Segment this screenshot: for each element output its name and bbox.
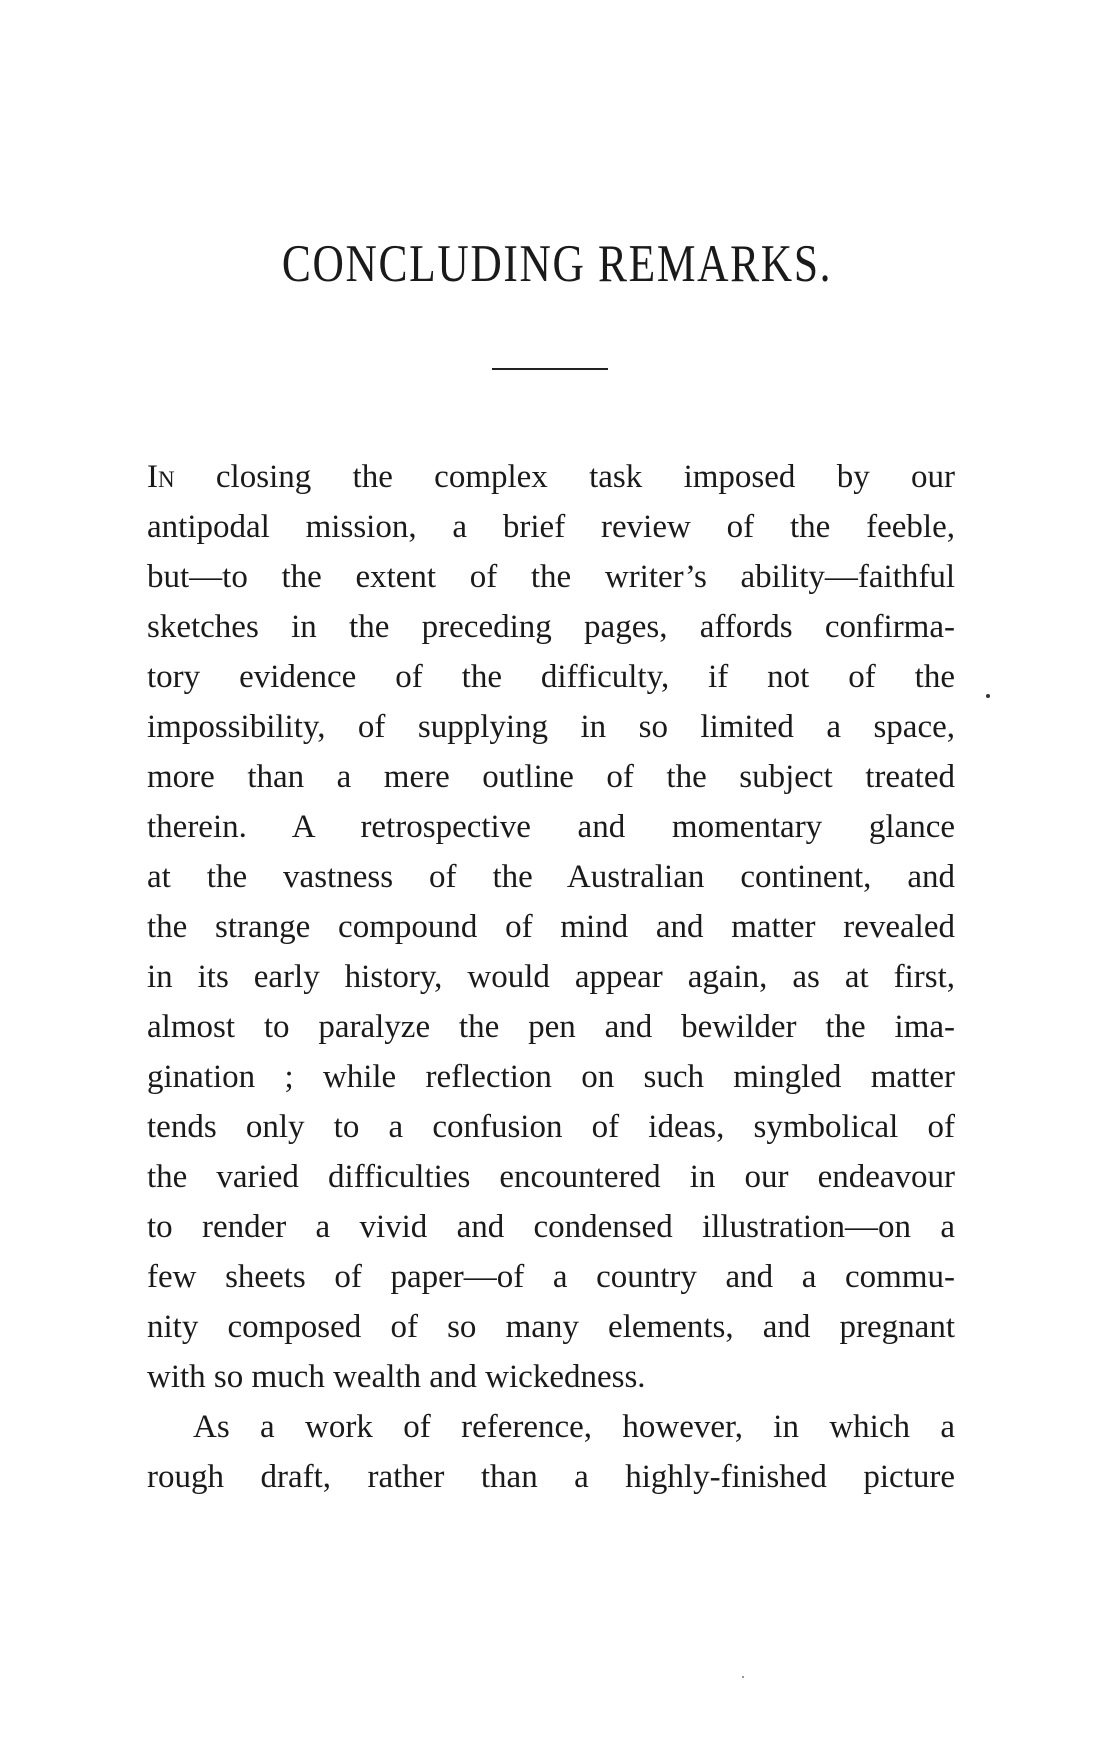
body-text — [147, 452, 955, 1502]
paragraph-1-last-line: with so much wealth and wickedness. — [147, 1359, 646, 1395]
paragraph-1-line: nity composed of so many elements, and pregnant — [147, 1309, 955, 1345]
paragraph-1-line: impossibility, of supplying in so limited a space, — [147, 709, 955, 745]
chapter-title: CONCLUDING REMARKS. — [281, 235, 833, 293]
paragraph-1-line: the varied difficulties encountered in our endeavour — [147, 1159, 955, 1195]
paragraph-1-line: to render a vivid and condensed illustration—on a — [147, 1209, 955, 1245]
paragraph-1-line-1 — [147, 452, 955, 502]
paragraph-1-line: antipodal mission, a brief review of the feeble, — [147, 509, 955, 545]
paragraph-1-line: at the vastness of the Australian continent, and — [147, 859, 955, 895]
title-divider — [492, 368, 608, 370]
paragraph-dropcap: In — [147, 459, 175, 495]
paragraph-2-line: rough draft, rather than a highly-finished picture — [147, 1459, 955, 1495]
paragraph-1-line: gination ; while reflection on such mingled matter — [147, 1059, 955, 1095]
paragraph-1-line: but—to the extent of the writer’s ability—faithful — [147, 559, 955, 595]
ink-speck — [742, 1676, 744, 1678]
paragraph-1-line: the strange compound of mind and matter revealed — [147, 909, 955, 945]
paragraph-1-line: in its early history, would appear again, as at first, — [147, 959, 955, 995]
paragraph-1-line: few sheets of paper—of a country and a commu- — [147, 1259, 955, 1295]
paragraph-1-line: almost to paralyze the pen and bewilder the ima- — [147, 1009, 955, 1045]
paragraph-1-line: more than a mere outline of the subject treated — [147, 759, 955, 795]
paragraph-1-line: tends only to a confusion of ideas, symbolical of — [147, 1109, 955, 1145]
ink-speck — [986, 694, 990, 698]
paragraph-1-first-line-text: closing the complex task imposed by our — [174, 459, 955, 495]
paragraph-1-line: therein. A retrospective and momentary glance — [147, 809, 955, 845]
paragraph-1-line: tory evidence of the difficulty, if not of the — [147, 659, 955, 695]
paragraph-2-line: As a work of reference, however, in which a — [193, 1409, 955, 1445]
paragraph-1-line: sketches in the preceding pages, affords confirma- — [147, 609, 955, 645]
